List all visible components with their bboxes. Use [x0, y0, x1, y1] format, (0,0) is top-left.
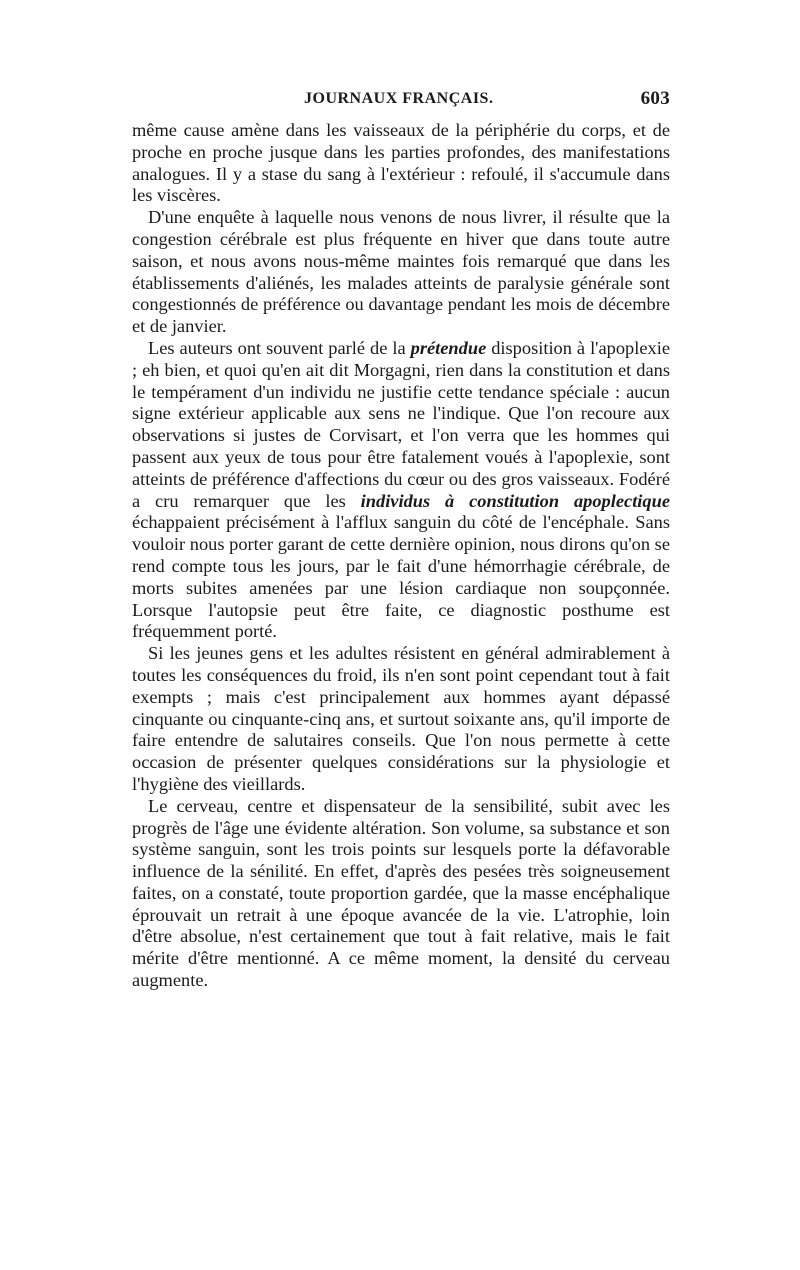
running-head — [132, 90, 670, 120]
running-title: JOURNAUX FRANÇAIS. — [304, 90, 494, 107]
text-segment: échappaient précisément à l'afflux sanguin du côté de l'encéphale. Sans vouloir nous porter garant de cette dernière opinion, nous dirons qu'on se rend compte tous les jours, par le fait d'une hémorrhagie cérébrale, de morts subites amenées par une lésion cardiaque non soupçonnée. Lorsque l'autopsie peut être faite, ce diagnostic posthume est fréquemment porté. — [132, 512, 670, 642]
emphasized-text: individus à constitution apoplectique — [360, 490, 670, 511]
body-text — [132, 120, 670, 992]
paragraph — [132, 643, 670, 796]
paragraph — [132, 796, 670, 992]
text-segment: Le cerveau, centre et dispensateur de la sensibilité, subit avec les progrès de l'âge une évidente altération. Son volume, sa substance et son système sanguin, sont les trois points sur lesquels porte la défavorable influence de la sénilité. En effet, d'après des pesées très soigneusement faites, on a constaté, toute proportion gardée, que la masse encéphalique éprouvait un retrait à une époque avancée de la vie. L'atrophie, loin d'être absolue, n'est certainement que tout à fait relative, mais le fait mérite d'être mentionné. A ce même moment, la densité du cerveau augmente. — [132, 795, 670, 991]
paragraph — [132, 338, 670, 643]
text-segment: D'une enquête à laquelle nous venons de nous livrer, il résulte que la congestion cérébrale est plus fréquente en hiver que dans toute autre saison, et nous avons nous-même maintes fois remarqué que dans les établissements d'aliénés, les malades atteints de paralysie générale sont congestionnés de préférence ou davantage pendant les mois de décembre et de janvier. — [132, 207, 670, 337]
text-segment: même cause amène dans les vaisseaux de la périphérie du corps, et de proche en proche jusque dans les parties profondes, des manifestations analogues. Il y a stase du sang à l'extérieur : refoulé, il s'accumule dans les viscères. — [132, 120, 670, 206]
emphasized-text: prétendue — [410, 337, 487, 358]
page-number: 603 — [640, 88, 670, 109]
text-segment: Les auteurs ont souvent parlé de la — [148, 337, 411, 358]
paragraph — [132, 207, 670, 338]
paragraph — [132, 120, 670, 207]
book-page — [132, 90, 670, 992]
text-segment: disposition à l'apoplexie ; eh bien, et quoi qu'en ait dit Morgagni, rien dans la constitution et dans le tempérament d'un individu ne justifie cette tendance spéciale : aucun signe extérieur applicable aux sens ne l'indique. Que l'on recoure aux observations si justes de Corvisart, et l'on verra que les hommes qui passent aux yeux de tous pour être fatalement voués à l'apoplexie, sont atteints de préférence d'affections du cœur ou des gros vaisseaux. Fodéré a cru remarquer que les — [132, 337, 670, 511]
text-segment: Si les jeunes gens et les adultes résistent en général admirablement à toutes les conséquences du froid, ils n'en sont point cependant tout à fait exempts ; mais c'est principalement aux hommes ayant dépassé cinquante ou cinquante-cinq ans, et surtout soixante ans, qu'il importe de faire entendre de salutaires conseils. Que l'on nous permette à cette occasion de présenter quelques considérations sur la physiologie et l'hygiène des vieillards. — [132, 643, 670, 794]
